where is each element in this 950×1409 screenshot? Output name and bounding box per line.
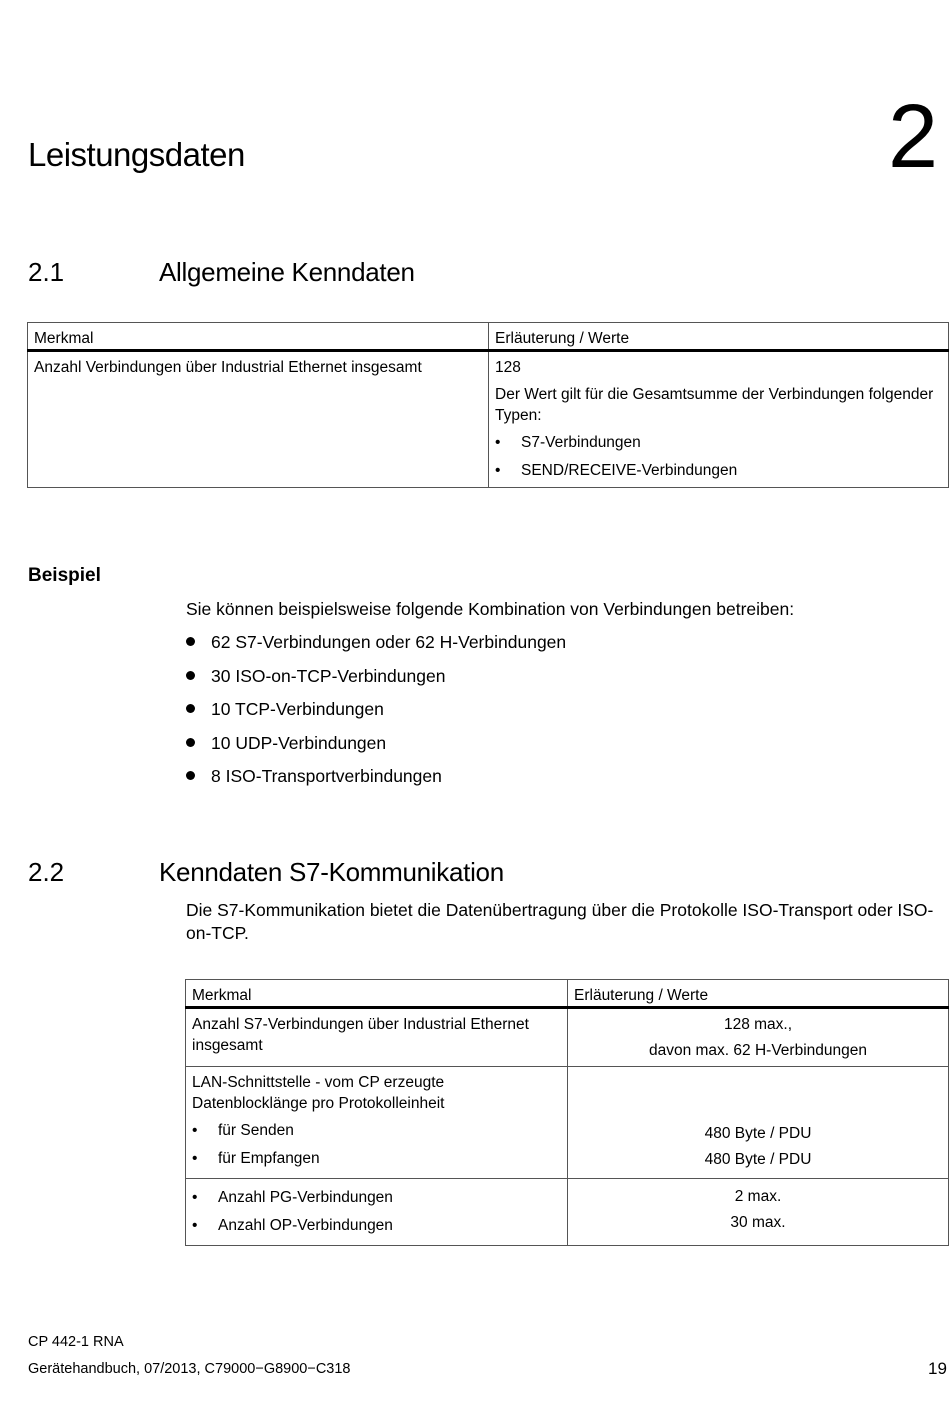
value-text: 128 max.,	[723, 1016, 793, 1033]
connection-type-list	[495, 429, 942, 485]
footer-product: CP 442-1 RNA	[28, 1334, 124, 1350]
value-cell	[489, 351, 949, 488]
value-text: 30 max.	[730, 1214, 786, 1231]
feature-text: Anzahl S7-Verbindungen über Industrial Ethernet insgesamt	[192, 1016, 529, 1054]
example-heading: Beispiel	[28, 565, 101, 586]
value-text: 2 max.	[734, 1188, 782, 1205]
value-cell	[568, 1179, 949, 1246]
list-item: • für Empfangen	[192, 1145, 561, 1173]
feature-cell	[186, 1179, 568, 1246]
feature-cell	[28, 351, 489, 488]
list-item: • S7-Verbindungen	[495, 429, 942, 457]
table-row	[186, 1008, 949, 1067]
list-item: • Anzahl PG-Verbindungen	[192, 1184, 561, 1212]
chapter-number: 2	[888, 87, 939, 187]
connection-count-list	[192, 1184, 561, 1240]
table-row	[28, 351, 949, 488]
list-item: 62 S7-Verbindungen oder 62 H-Verbindungen	[186, 631, 566, 665]
value-text: 128	[495, 359, 521, 376]
list-item: 30 ISO-on-TCP-Verbindungen	[186, 665, 566, 699]
value-text: davon max. 62 H-Verbindungen	[648, 1042, 867, 1059]
table-header-row	[28, 323, 949, 351]
value-cell	[568, 1067, 949, 1179]
list-item: 10 UDP-Verbindungen	[186, 732, 566, 766]
example-list	[186, 631, 566, 799]
list-item: • für Senden	[192, 1117, 561, 1145]
table-row	[186, 1067, 949, 1179]
value-cell	[568, 1008, 949, 1067]
list-item: • SEND/RECEIVE-Verbindungen	[495, 457, 942, 485]
feature-text: LAN-Schnittstelle - vom CP erzeugte Datenblocklänge pro Protokolleinheit	[192, 1074, 445, 1112]
value-text: 480 Byte / PDU	[704, 1151, 812, 1168]
section-title: Allgemeine Kenndaten	[159, 257, 415, 287]
column-header-values: Erläuterung / Werte	[568, 980, 949, 1008]
general-specs-table	[27, 322, 949, 488]
list-item: • Anzahl OP-Verbindungen	[192, 1212, 561, 1240]
section-intro: Die S7-Kommunikation bietet die Datenübertragung über die Protokolle ISO-Transport oder ISO-on-TCP.	[186, 900, 934, 943]
column-header-values: Erläuterung / Werte	[489, 323, 949, 351]
section-number: 2.1	[28, 257, 65, 287]
s7-communication-table	[185, 979, 949, 1246]
table-row	[186, 1179, 949, 1246]
value-text: 480 Byte / PDU	[704, 1125, 812, 1142]
feature-text: Anzahl Verbindungen über Industrial Ethernet insgesamt	[34, 359, 422, 376]
list-item: 8 ISO-Transportverbindungen	[186, 765, 566, 799]
section-number: 2.2	[28, 857, 65, 887]
table-header-row	[186, 980, 949, 1008]
direction-list	[192, 1117, 561, 1173]
page-number: 19	[928, 1359, 947, 1378]
example-intro: Sie können beispielsweise folgende Kombination von Verbindungen betreiben:	[186, 599, 795, 619]
column-header-feature: Merkmal	[186, 980, 568, 1008]
section-title: Kenndaten S7-Kommunikation	[159, 857, 504, 887]
footer-document-info: Gerätehandbuch, 07/2013, C79000−G8900−C318	[28, 1361, 351, 1377]
list-item: 10 TCP-Verbindungen	[186, 698, 566, 732]
feature-cell	[186, 1067, 568, 1179]
value-note: Der Wert gilt für die Gesamtsumme der Verbindungen folgender Typen:	[495, 386, 934, 424]
column-header-feature: Merkmal	[28, 323, 489, 351]
feature-cell	[186, 1008, 568, 1067]
chapter-title: Leistungsdaten	[28, 136, 245, 173]
